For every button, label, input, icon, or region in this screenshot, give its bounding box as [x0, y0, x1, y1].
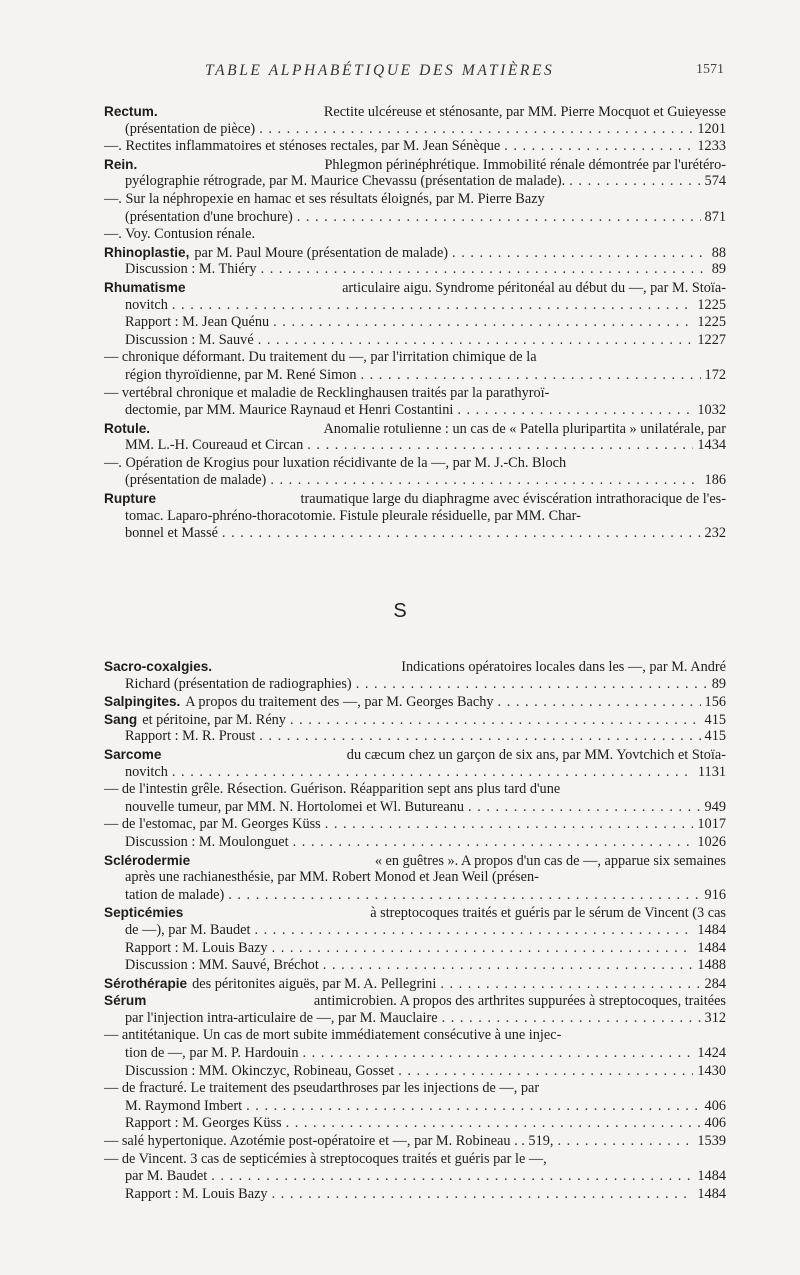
entry-text: A propos du traitement des —, par M. Georges Bachy: [185, 694, 494, 711]
entry-line: [104, 209, 726, 227]
entry-line: [104, 728, 726, 746]
entry-text: Discussion : M. Sauvé: [125, 331, 254, 348]
leader-dots: [323, 957, 694, 975]
index-entry: [104, 244, 726, 279]
entry-page-number: 1424: [697, 1045, 726, 1062]
entry-text: Discussion : M. Thiéry: [125, 261, 257, 278]
entry-keyword: Rein.: [104, 156, 138, 172]
entry-page-number: 1201: [697, 120, 726, 137]
leader-dots: [468, 799, 701, 817]
index-entry: [104, 156, 726, 191]
entry-line: [104, 1133, 726, 1151]
index-entry: [104, 904, 726, 974]
entry-line: [104, 349, 726, 367]
entry-keyword: Sclérodermie: [104, 852, 191, 868]
index-entry: [104, 490, 726, 543]
index-entry: [104, 746, 726, 781]
entry-line: [104, 314, 726, 332]
entry-line: [104, 1080, 726, 1098]
entry-keyword: Rotule.: [104, 420, 151, 436]
entry-page-number: 406: [704, 1097, 726, 1114]
entry-line: [104, 525, 726, 543]
leader-dots: [290, 712, 701, 729]
entry-line: [104, 869, 726, 887]
leader-dots: [261, 261, 708, 279]
entry-page-number: 172: [704, 366, 726, 383]
leader-dots: [325, 816, 694, 834]
entry-line: [104, 711, 726, 729]
leader-dots: [211, 1168, 693, 1186]
entry-text: — de l'estomac, par M. Georges Küss: [104, 816, 321, 833]
section-letter: S: [393, 600, 407, 622]
index-entry: [104, 455, 726, 490]
entry-keyword: Sang: [104, 711, 138, 727]
entry-page-number: 1225: [697, 296, 726, 313]
leader-dots: [270, 472, 700, 490]
entry-line: [104, 367, 726, 385]
entry-text: région thyroïdienne, par M. René Simon: [125, 366, 357, 383]
entry-text: dectomie, par MM. Maurice Raynaud et Henri Costantini: [125, 402, 454, 419]
entry-line: [104, 385, 726, 403]
entry-page-number: 88: [711, 244, 726, 261]
entry-line: [104, 834, 726, 852]
entry-page-number: 415: [704, 728, 726, 745]
entry-line: [104, 658, 726, 676]
index-entry: [104, 420, 726, 455]
leader-dots: [286, 1115, 701, 1133]
leader-dots: [254, 922, 693, 940]
entry-text: — de Vincent. 3 cas de septicémies à streptocoques traités et guéris par le —,: [104, 1150, 547, 1167]
leader-dots: [258, 332, 694, 350]
entry-page-number: 89: [711, 261, 726, 278]
entry-text: tation de malade): [125, 886, 225, 903]
index-entry: [104, 852, 726, 905]
entry-line: [104, 244, 726, 262]
entry-text: nouvelle tumeur, par MM. N. Hortolomei et Wl. Butureanu: [125, 798, 465, 815]
entry-text: (présentation de malade): [125, 472, 267, 489]
entry-line: [104, 693, 726, 711]
entry-line: [104, 799, 726, 817]
leader-dots: [228, 887, 700, 905]
entry-text: de —), par M. Baudet: [125, 921, 251, 938]
entry-line: [104, 887, 726, 905]
index-entry: [104, 658, 726, 693]
entry-line: [104, 437, 726, 455]
entry-text: novitch: [125, 763, 168, 780]
entry-page-number: 1233: [697, 138, 726, 155]
entry-line: [104, 455, 726, 473]
leader-dots: [442, 1010, 701, 1028]
entry-text: —. Sur la néphropexie en hamac et ses résultats éloignés, par M. Pierre Bazy: [104, 190, 545, 207]
entry-line: [104, 121, 726, 139]
entry-line: [104, 226, 726, 244]
entry-line: [104, 1151, 726, 1169]
entry-text: Discussion : M. Moulonguet: [125, 833, 289, 850]
running-header: [0, 62, 800, 86]
entry-page-number: 1434: [697, 437, 726, 454]
section-s-entries: [104, 658, 726, 1203]
entry-line: [104, 138, 726, 156]
entry-line: [104, 975, 726, 993]
entry-page-number: 1430: [697, 1062, 726, 1079]
entry-page-number: 1484: [697, 1168, 726, 1185]
entry-page-number: 1484: [697, 939, 726, 956]
entry-text: (présentation d'une brochure): [125, 208, 293, 225]
entry-page-number: 1131: [697, 763, 726, 780]
entry-line: [104, 103, 726, 121]
section-r-entries: [104, 103, 726, 543]
leader-dots: [504, 138, 693, 156]
entry-line: [104, 764, 726, 782]
entry-text: tion de —, par M. P. Hardouin: [125, 1045, 299, 1062]
leader-dots: [259, 728, 700, 746]
entry-line: [104, 781, 726, 799]
entry-line: [104, 472, 726, 490]
entry-line: [104, 1045, 726, 1063]
leader-dots: [303, 1045, 694, 1063]
leader-dots: [361, 367, 701, 385]
entry-text: — de fracturé. Le traitement des pseudarthroses par les injections de —, par: [104, 1080, 540, 1097]
leader-dots: [398, 1063, 693, 1081]
entry-text: M. Raymond Imbert: [125, 1097, 243, 1114]
entry-page-number: 1227: [697, 331, 726, 348]
leader-dots: [273, 314, 693, 332]
entry-page-number: 89: [711, 675, 726, 692]
entry-keyword: Rectum.: [104, 104, 158, 119]
entry-text: pyélographie rétrograde, par M. Maurice Chevassu (présentation de malade).: [125, 173, 566, 190]
entry-text: —. Voy. Contusion rénale.: [104, 226, 256, 243]
leader-dots: [259, 121, 693, 139]
entry-text: Rapport : M. Louis Bazy: [125, 939, 268, 956]
entry-line: [104, 1186, 726, 1204]
entry-text: — antitétanique. Un cas de mort subite immédiatement consécutive à une injec-: [104, 1027, 562, 1044]
running-title: TABLE ALPHABÉTIQUE DES MATIÈRES: [205, 62, 555, 79]
entry-line: [104, 922, 726, 940]
entry-page-number: 1484: [697, 921, 726, 938]
entry-keyword: Rupture: [104, 491, 157, 507]
page-number: 1571: [696, 62, 724, 77]
entry-page-number: 312: [704, 1009, 726, 1026]
entry-line: [104, 1010, 726, 1028]
entry-line: [104, 420, 726, 438]
entry-page-number: 186: [704, 472, 726, 489]
leader-dots: [272, 1186, 694, 1204]
entry-line: [104, 191, 726, 209]
entry-text: Rectite ulcéreuse et sténosante, par MM. Pierre Mocquot et Guieyesse: [323, 104, 726, 120]
entry-text: Discussion : MM. Okinczyc, Robineau, Gosset: [125, 1062, 395, 1079]
entry-text: par M. Paul Moure (présentation de malade): [194, 244, 449, 261]
entry-line: [104, 1063, 726, 1081]
entry-text: à streptocoques traités et guéris par le sérum de Vincent (3 cas: [370, 905, 726, 922]
entry-line: [104, 1098, 726, 1116]
entry-text: après une rachianesthésie, par MM. Robert Monod et Jean Weil (présen-: [125, 869, 539, 886]
entry-page-number: 156: [704, 694, 726, 711]
entry-line: [104, 816, 726, 834]
entry-text: Richard (présentation de radiographies): [125, 675, 352, 692]
entry-page-number: 1539: [697, 1133, 726, 1150]
index-entry: [104, 1027, 726, 1080]
entry-text: Rapport : M. Jean Quénu: [125, 314, 270, 331]
index-entry: [104, 816, 726, 851]
entry-keyword: Sarcome: [104, 746, 162, 762]
leader-dots: [569, 173, 700, 191]
entry-page-number: 916: [704, 886, 726, 903]
entry-line: [104, 508, 726, 526]
entry-text: —. Rectites inflammatoires et sténoses rectales, par M. Jean Sénèque: [104, 138, 501, 155]
entry-line: [104, 852, 726, 870]
leader-dots: [452, 245, 708, 262]
leader-dots: [307, 437, 693, 455]
entry-line: [104, 1027, 726, 1045]
index-entry: [104, 279, 726, 349]
entry-line: [104, 490, 726, 508]
leader-dots: [557, 1133, 693, 1151]
entry-line: [104, 940, 726, 958]
entry-text: Rapport : M. Louis Bazy: [125, 1185, 268, 1202]
index-entry: [104, 385, 726, 420]
leader-dots: [293, 834, 694, 852]
entry-page-number: 574: [704, 173, 726, 190]
entry-page-number: 949: [704, 798, 726, 815]
leader-dots: [222, 525, 701, 543]
entry-line: [104, 1115, 726, 1133]
entry-keyword: Sérum: [104, 993, 147, 1009]
leader-dots: [498, 694, 701, 711]
entry-text: bonnel et Massé: [125, 525, 218, 542]
entry-text: Rapport : M. R. Proust: [125, 728, 256, 745]
entry-page-number: 1032: [697, 402, 726, 419]
entry-text: Discussion : MM. Sauvé, Bréchot: [125, 957, 319, 974]
entry-line: [104, 904, 726, 922]
index-entry: [104, 138, 726, 156]
entry-text: (présentation de pièce): [125, 120, 256, 137]
entry-keyword: Sacro-coxalgies.: [104, 659, 213, 674]
entry-line: [104, 156, 726, 174]
entry-keyword: Septicémies: [104, 905, 184, 921]
leader-dots: [172, 297, 694, 315]
entry-text: — de l'intestin grêle. Résection. Guérison. Réapparition sept ans plus tard d'une: [104, 781, 561, 798]
entry-text: Rapport : M. Georges Küss: [125, 1115, 282, 1132]
entry-text: — salé hypertonique. Azotémie post-opératoire et —, par M. Robineau . . 519,: [104, 1133, 554, 1150]
leader-dots: [272, 940, 694, 958]
entry-page-number: 284: [704, 975, 726, 992]
entry-text: par M. Baudet: [125, 1168, 208, 1185]
entry-text: antimicrobien. A propos des arthrites suppurées à streptocoques, traitées: [313, 993, 726, 1010]
index-entry: [104, 103, 726, 138]
entry-text: par l'injection intra-articulaire de —, par M. Mauclaire: [125, 1009, 438, 1026]
entry-keyword: Rhinoplastie,: [104, 244, 190, 260]
entry-line: [104, 402, 726, 420]
leader-dots: [356, 676, 708, 694]
index-entry: [104, 226, 726, 244]
entry-text: et péritoine, par M. Rény: [142, 711, 286, 728]
index-entry: [104, 349, 726, 384]
entry-page-number: 871: [704, 208, 726, 225]
index-entry: [104, 191, 726, 226]
entry-keyword: Salpingites.: [104, 694, 181, 710]
leader-dots: [440, 976, 700, 993]
leader-dots: [457, 402, 693, 420]
entry-line: [104, 1168, 726, 1186]
entry-page-number: 1484: [697, 1185, 726, 1202]
index-entry: [104, 781, 726, 816]
entry-page-number: 1225: [697, 314, 726, 331]
entry-line: [104, 279, 726, 297]
entry-text: du cæcum chez un garçon de six ans, par MM. Yovtchich et Stoïa-: [346, 746, 726, 763]
entry-keyword: Sérothérapie: [104, 975, 188, 991]
entry-text: traumatique large du diaphragme avec éviscération intrathoracique de l'es-: [300, 491, 726, 508]
entry-line: [104, 957, 726, 975]
leader-dots: [246, 1098, 700, 1116]
entry-line: [104, 297, 726, 315]
entry-text: —. Opération de Krogius pour luxation récidivante de la —, par M. J.-Ch. Bloch: [104, 454, 567, 471]
entry-line: [104, 746, 726, 764]
entry-page-number: 1026: [697, 833, 726, 850]
entry-page-number: 415: [704, 711, 726, 728]
entry-page-number: 232: [704, 525, 726, 542]
entry-page-number: 406: [704, 1115, 726, 1132]
entry-text: Anomalie rotulienne : un cas de « Patella pluripartita » unilatérale, par: [323, 420, 726, 437]
entry-keyword: Rhumatisme: [104, 279, 186, 295]
leader-dots: [297, 209, 701, 227]
index-entry: [104, 992, 726, 1027]
entry-text: des péritonites aiguës, par M. A. Pellegrini: [192, 975, 437, 992]
entry-text: novitch: [125, 296, 168, 313]
entry-text: articulaire aigu. Syndrome péritonéal au début du —, par M. Stoïa-: [342, 279, 726, 296]
entry-text: — vertébral chronique et maladie de Recklinghausen traités par la parathyroï-: [104, 384, 550, 401]
entry-text: Phlegmon périnéphrétique. Immobilité rénale démontrée par l'urétéro-: [324, 156, 726, 173]
index-entry: [104, 1133, 726, 1151]
entry-line: [104, 992, 726, 1010]
entry-line: [104, 261, 726, 279]
index-entry: [104, 711, 726, 746]
index-entry: [104, 975, 726, 993]
entry-text: — chronique déformant. Du traitement du —, par l'irritation chimique de la: [104, 349, 537, 366]
entry-line: [104, 332, 726, 350]
index-entry: [104, 1151, 726, 1204]
leader-dots: [172, 764, 694, 782]
entry-line: [104, 676, 726, 694]
entry-text: Indications opératoires locales dans les —, par M. André: [401, 659, 726, 675]
entry-text: « en guêtres ». A propos d'un cas de —, apparue six semaines: [374, 852, 726, 869]
entry-text: tomac. Laparo-phréno-thoracotomie. Fistule pleurale résiduelle, par MM. Char-: [125, 507, 581, 524]
index-entry: [104, 1080, 726, 1133]
entry-page-number: 1488: [697, 957, 726, 974]
entry-text: MM. L.-H. Coureaud et Circan: [125, 437, 304, 454]
entry-line: [104, 173, 726, 191]
entry-page-number: 1017: [697, 816, 726, 833]
index-entry: [104, 693, 726, 711]
